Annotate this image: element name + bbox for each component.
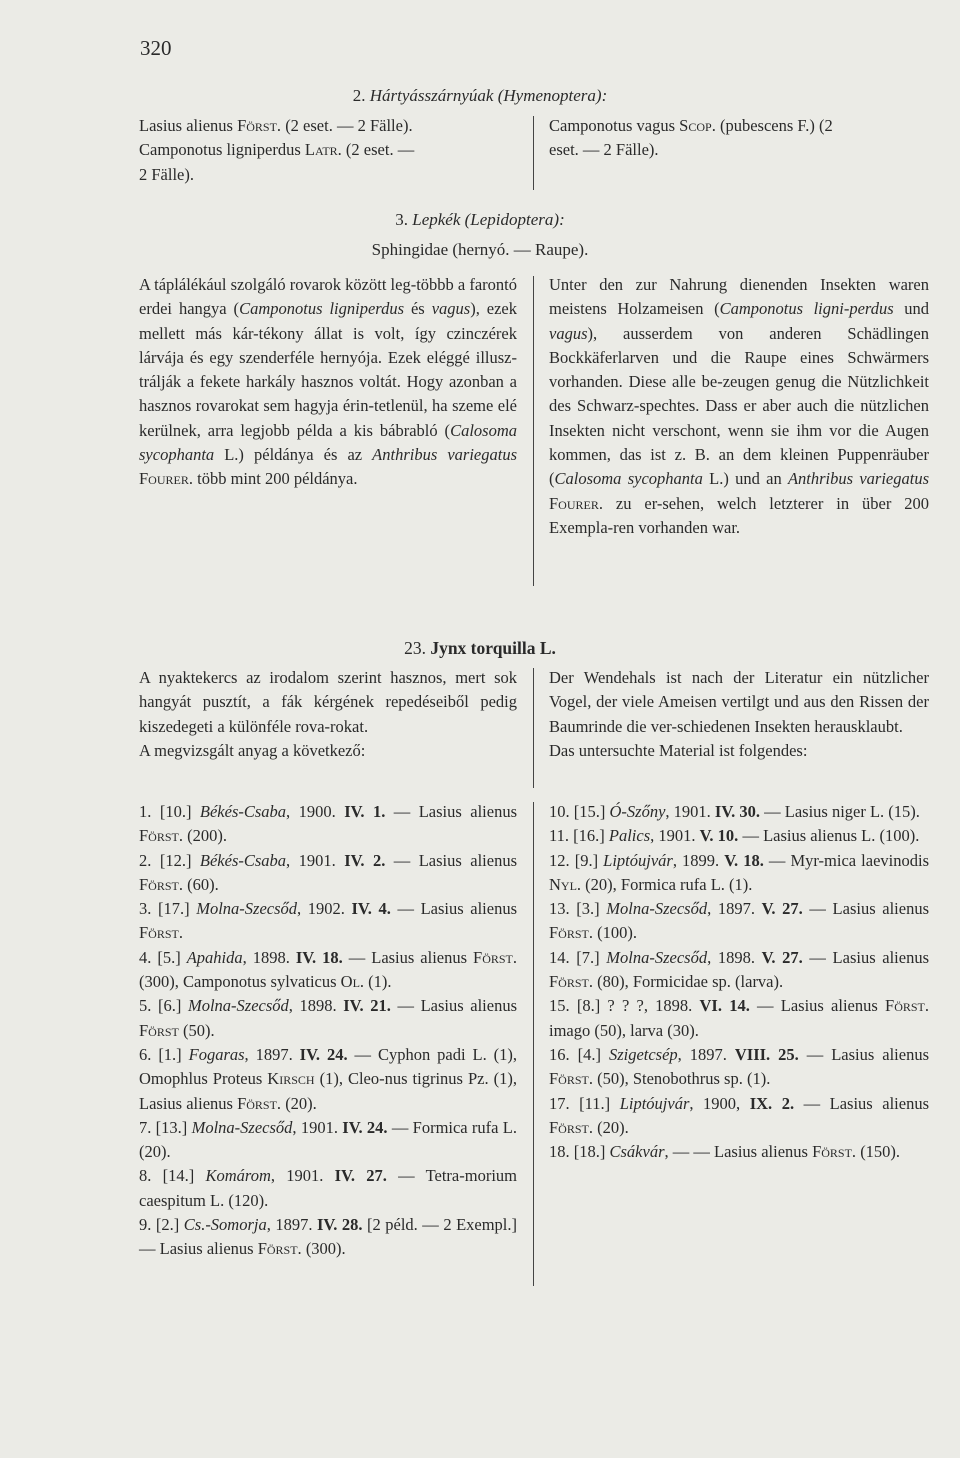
section-3-title-lat: (Lepidoptera): <box>464 210 565 229</box>
text-run: [2 péld. — 2 Exempl.] — Lasius alienus <box>139 1215 518 1259</box>
record-entry <box>139 994 517 1043</box>
text-run: , 1898. <box>288 996 344 1016</box>
italic-term: Békés-Csaba <box>199 802 287 821</box>
text-run: Unter den zur Nahrung dienenden Insekten waren meistens Holzameisen ( <box>549 275 929 319</box>
section-3-title-hu: Lepkék <box>412 210 461 229</box>
section-2-left <box>139 114 517 187</box>
text-run: 14. [7.] <box>549 947 607 967</box>
text-run: imago (50), larva (30). <box>549 1020 699 1040</box>
text-run: — Tetra-morium caespitum L. (120). <box>139 1166 517 1210</box>
species-title <box>0 638 960 659</box>
italic-term: Palics <box>608 826 651 846</box>
text-run: — Lasius alienus <box>385 850 517 870</box>
text-run: , — — Lasius alienus <box>664 1142 813 1162</box>
intro-left-material: A megvizsgált anyag a következő: <box>139 740 366 760</box>
section-2-number: 2. <box>352 86 366 105</box>
record-entry <box>549 1140 929 1164</box>
column-divider <box>533 116 534 190</box>
section-3-right-text <box>549 273 929 540</box>
record-date: IV. 30. <box>714 802 760 821</box>
text-run: , 1897. <box>266 1215 318 1235</box>
text-run: (80), Formicidae sp. (larva). <box>592 972 784 992</box>
italic-term: Calosoma sycophanta <box>554 469 703 489</box>
text-run: (60). <box>182 874 219 894</box>
text-run: (200). <box>182 826 227 846</box>
text-run: 13. [3.] <box>549 899 607 919</box>
italic-term: Molna-Szecsőd <box>196 899 298 919</box>
record-date: IV. 21. <box>343 996 391 1016</box>
text-run: — Formica rufa L. (20). <box>139 1117 517 1162</box>
section-3-number: 3. <box>395 210 408 229</box>
author-abbrev: Först. <box>257 1239 302 1259</box>
author-abbrev: Fourer. <box>139 469 193 489</box>
record-entry <box>549 1092 929 1141</box>
section-2-heading <box>0 86 960 106</box>
italic-term: Cs.-Somorja <box>183 1215 267 1235</box>
text-run: (2 eset. — 2 Fälle). <box>281 116 413 135</box>
text-run: , 1901. <box>650 826 700 846</box>
text-run: Camponotus vagus <box>549 116 680 135</box>
italic-term: Molna-Szecsőd <box>187 996 289 1016</box>
italic-term: Apahida <box>186 947 243 967</box>
intro-left-paragraph: A nyaktekercs az irodalom szerint hasznos, mert sok hangyát pusztít, a fák kérgének repedéseiből pedig kiszedegeti a különféle rova-rokat. <box>139 668 517 736</box>
author-abbrev: Ol. <box>340 972 365 992</box>
record-entry <box>139 946 517 995</box>
italic-term: Camponotus ligniperdus <box>239 299 405 319</box>
record-date: V. 10. <box>699 826 739 846</box>
author-abbrev: Först. <box>473 947 517 967</box>
author-abbrev: Först. <box>139 874 183 894</box>
text-run: 9. [2.] <box>139 1215 184 1235</box>
section-3-heading <box>0 210 960 230</box>
text-run: , 1899. <box>672 850 725 870</box>
section-2-title-lat: (Hymenoptera): <box>497 86 608 105</box>
text-run: — Lasius alienus <box>802 899 929 919</box>
text-run: 16. [4.] <box>549 1044 609 1064</box>
record-entry <box>549 849 929 898</box>
text-run: (50). <box>178 1020 215 1040</box>
text-run: — Lasius alienus <box>802 947 929 967</box>
text-run: — Myr-mica laevinodis <box>763 850 929 870</box>
section-3-subheading: Sphingidae (hernyó. — Raupe). <box>371 240 589 259</box>
text-run: 3. [17.] <box>139 899 197 919</box>
text-run: (1), Cleo-nus tigrinus Pz. (1), Lasius alienus <box>139 1069 517 1113</box>
author-abbrev: Först. <box>237 116 282 135</box>
record-date: V. 18. <box>724 850 764 870</box>
record-entry <box>139 800 517 849</box>
record-date: IV. 2. <box>344 850 386 870</box>
intro-right <box>549 666 929 763</box>
text-run: — Lasius alienus <box>749 996 886 1016</box>
text-run: , 1902. <box>297 899 352 919</box>
text-run: — Lasius alienus <box>390 899 517 919</box>
text-run: , 1897. <box>707 899 762 919</box>
text-run: (50), Stenobothrus sp. (1). <box>592 1069 771 1089</box>
text-run: 11. [16.] <box>549 826 609 846</box>
italic-term: Molna-Szecsőd <box>606 947 708 967</box>
text-run: és <box>404 299 432 319</box>
italic-term: Camponotus ligni-perdus <box>719 299 894 319</box>
record-date: IV. 18. <box>295 947 343 967</box>
text-run: L.) und an <box>702 469 788 489</box>
text-run: , 1900, <box>689 1093 750 1113</box>
author-abbrev: Först. <box>549 923 593 943</box>
text-run: — Lasius alienus <box>794 1093 929 1113</box>
column-divider <box>533 276 534 586</box>
text-run: — Cyphon padi L. (1), Omophlus Proteus <box>139 1044 517 1089</box>
italic-term: Liptóujvár <box>619 1093 690 1113</box>
text-run: (1). <box>364 972 392 992</box>
author-abbrev: Scop. <box>679 116 716 135</box>
text-run: 4. [5.] <box>139 947 187 967</box>
author-abbrev: Först. <box>549 1117 593 1137</box>
author-abbrev: Först. <box>549 972 593 992</box>
record-entry <box>549 800 929 824</box>
text-run: 2 Fälle). <box>139 164 194 184</box>
text-run: — Lasius alienus <box>385 802 517 821</box>
text-run: zu er-sehen, welch letzterer in über 200 Exempla-ren vorhanden war. <box>549 493 929 537</box>
section-2-title-hu: Hártyásszárnyúak <box>369 86 494 105</box>
record-date: IV. 28. <box>317 1215 363 1235</box>
italic-term: Anthribus variegatus <box>787 469 929 489</box>
text-run: , 1898. <box>707 947 762 967</box>
author-abbrev: Först. <box>237 1093 282 1113</box>
record-entry <box>139 1164 517 1213</box>
text-run: Lasius alienus <box>139 116 238 135</box>
text-run: , 1897. <box>677 1044 735 1064</box>
author-abbrev: Först. <box>139 923 183 943</box>
text-run: 10. [15.] <box>549 802 610 821</box>
text-run: 2. [12.] <box>139 850 200 870</box>
italic-term: Csákvár <box>609 1142 665 1162</box>
text-run: 6. [1.] <box>139 1044 189 1064</box>
text-run: 18. [18.] <box>549 1142 610 1162</box>
author-abbrev: Kirsch <box>267 1069 315 1089</box>
text-run: 8. [14.] <box>139 1166 206 1186</box>
text-run: ), ezek mellett más kár-tékony állat is volt, így czinczérek lárvája és egy szenderféle hernyója. Ezek eléggé illusz-trálják a fekete harkály hasznos voltát. Hogy azonban a hasznos rovarokat sem hagyja érin-tetlenül, ha szeme elé kerülnek, arra legjobb példa a kis bábrabló ( <box>139 299 518 440</box>
text-run: ), ausserdem von anderen Schädlingen Bockkäferlarven und die Raupe eines Schwärmers vorhanden. Diese alle be-zeugen genug die Nützlichkeit des Schwarz-spechtes. Dass er aber auch die nützlichen Insekten nicht verschont, wenn sie ihm vor die Augen kommen, das ist z. B. an dem kleinen Puppenräuber ( <box>549 323 929 489</box>
text-run: (2 eset. — <box>341 140 415 160</box>
author-abbrev: Först. <box>549 1069 593 1089</box>
text-run: — Lasius alienus L. (100). <box>738 826 920 846</box>
text-run: , 1901. <box>286 850 345 870</box>
record-date: V. 27. <box>761 899 803 919</box>
record-entry <box>549 1043 929 1092</box>
author-abbrev: Först. <box>139 826 183 846</box>
page-number: 320 <box>140 36 172 60</box>
text-run: 15. [8.] ? ? ?, 1898. <box>549 996 700 1016</box>
species-number: 23. <box>404 638 426 658</box>
text-run: Camponotus ligniperdus <box>139 140 305 160</box>
intro-right-material: Das untersuchte Material ist folgendes: <box>549 740 808 760</box>
record-date: IV. 4. <box>351 899 391 919</box>
italic-term: Molna-Szecsőd <box>191 1117 293 1137</box>
text-run: eset. — 2 Fälle). <box>549 140 659 160</box>
section-2-right <box>549 114 929 163</box>
record-entry <box>549 946 929 995</box>
record-date: IV. 27. <box>334 1166 387 1186</box>
record-date: V. 27. <box>761 947 803 967</box>
record-entry <box>549 824 929 848</box>
text-run: — Lasius alienus <box>342 947 474 967</box>
record-date: IV. 24. <box>299 1044 348 1064</box>
author-abbrev: Latr. <box>304 140 342 160</box>
record-entry <box>139 1116 517 1165</box>
species-name: Jynx torquilla L. <box>430 638 556 658</box>
text-run: — Lasius alienus <box>390 996 517 1016</box>
records-left <box>139 800 517 1262</box>
author-abbrev: Fourer. <box>549 493 603 513</box>
record-date: IV. 24. <box>342 1117 388 1137</box>
italic-term: Komárom <box>205 1166 271 1186</box>
text-run: (300). <box>301 1239 346 1259</box>
text-run: (100). <box>592 923 637 943</box>
text-run: und <box>893 299 930 319</box>
text-run: , 1900. <box>286 802 345 821</box>
author-abbrev: Nyl. <box>549 874 582 894</box>
record-entry <box>139 849 517 898</box>
text-run: 7. [13.] <box>139 1117 192 1137</box>
text-run: (20), Formica rufa L. (1). <box>581 874 753 894</box>
record-date: VI. 14. <box>699 996 750 1016</box>
record-date: IX. 2. <box>749 1093 795 1113</box>
intro-left <box>139 666 517 763</box>
section-3-left-text <box>139 273 517 492</box>
text-run: 5. [6.] <box>139 996 188 1016</box>
intro-right-paragraph: Der Wendehals ist nach der Literatur ein nützlicher Vogel, der viele Ameisen vertilgt und aus den Rissen der Baumrinde die ver-schiedenen Insekten herausklaubt. <box>549 668 929 736</box>
italic-term: Szigetcsép <box>608 1044 678 1064</box>
text-run: (300), Camponotus sylvaticus <box>139 972 341 992</box>
record-date: IV. 1. <box>344 802 386 821</box>
record-entry <box>139 1043 517 1116</box>
text-run: A táplálékául szolgáló rovarok között leg-többb a farontó erdei hangya ( <box>139 275 518 319</box>
text-run: L.) példánya és az <box>214 445 373 465</box>
text-run: (20). <box>281 1093 317 1113</box>
italic-term: vagus <box>549 323 588 343</box>
italic-term: Liptóujvár <box>603 850 673 870</box>
text-run: , 1897. <box>244 1044 300 1064</box>
text-run: — Lasius alienus <box>798 1044 929 1064</box>
text-run: (150). <box>856 1142 901 1162</box>
italic-term: vagus <box>431 299 471 319</box>
text-run: 12. [9.] <box>549 850 604 870</box>
text-run: több mint 200 példánya. <box>192 469 358 489</box>
record-entry <box>139 1213 517 1262</box>
column-divider <box>533 668 534 788</box>
italic-term: Calosoma sycophanta <box>139 420 517 465</box>
text-run: — Lasius niger L. (15). <box>760 802 920 821</box>
italic-term: Ó-Szőny <box>609 802 666 821</box>
text-run: 17. [11.] <box>549 1093 620 1113</box>
author-abbrev: Först. <box>885 996 929 1016</box>
italic-term: Fogaras <box>188 1044 245 1064</box>
text-run: , 1898. <box>242 947 296 967</box>
author-abbrev: Först <box>139 1020 179 1040</box>
record-entry <box>549 897 929 946</box>
record-date: VIII. 25. <box>734 1044 799 1064</box>
text-run: , 1901. <box>292 1117 343 1137</box>
record-entry <box>549 994 929 1043</box>
records-right <box>549 800 929 1164</box>
text-run: , 1901. <box>270 1166 335 1186</box>
text-run: , 1901. <box>665 802 715 821</box>
text-run: 1. [10.] <box>139 802 200 821</box>
record-entry <box>139 897 517 946</box>
italic-term: Anthribus variegatus <box>372 445 517 465</box>
text-run: (pubescens F.) (2 <box>715 116 833 135</box>
author-abbrev: Först. <box>812 1142 857 1162</box>
italic-term: Molna-Szecsőd <box>606 899 708 919</box>
text-run: (20). <box>592 1117 629 1137</box>
column-divider <box>533 802 534 1286</box>
italic-term: Békés-Csaba <box>199 850 287 870</box>
